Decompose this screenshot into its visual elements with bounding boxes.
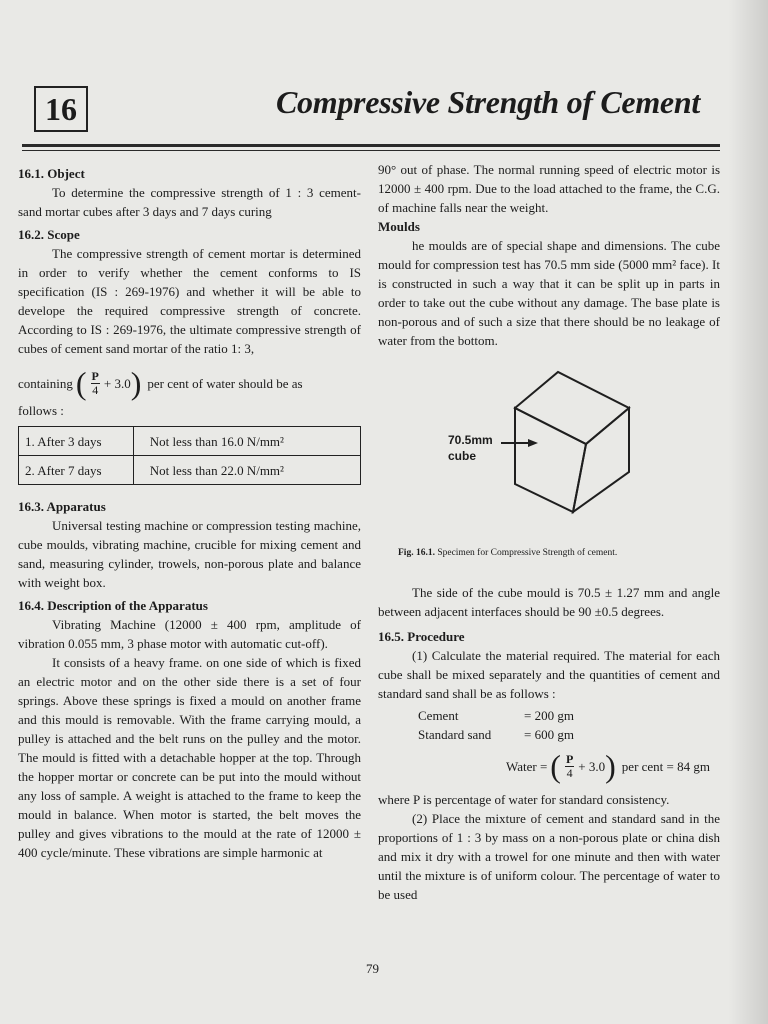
object-paragraph: To determine the compressive strength of 1 : 3 cement-sand mortar cubes after 3 days and 7 days curing bbox=[18, 185, 361, 219]
water-prefix: Water = bbox=[506, 758, 548, 774]
cube-drawing bbox=[378, 368, 720, 518]
page-shadow bbox=[728, 0, 768, 1024]
water-denominator: 4 bbox=[566, 765, 573, 780]
cube-label bbox=[448, 432, 493, 464]
formula-denominator: 4 bbox=[92, 382, 99, 397]
label-arrow-head bbox=[528, 439, 538, 447]
water-close-paren: ) bbox=[605, 748, 616, 784]
formula-open-paren: ( bbox=[75, 365, 87, 401]
section-heading-procedure: 16.5. Procedure bbox=[378, 629, 465, 644]
table-row bbox=[19, 456, 361, 485]
formula-close-paren: ) bbox=[130, 365, 142, 401]
table-row bbox=[19, 427, 361, 456]
cube-figure bbox=[378, 368, 720, 518]
chapter-number-box: 16 bbox=[34, 86, 88, 132]
figure-caption-text: Specimen for Compressive Strength of cement. bbox=[437, 548, 618, 558]
mix-material: Standard sand bbox=[418, 727, 492, 742]
formula-suffix: per cent of water should be as bbox=[147, 375, 303, 391]
page-number: 79 bbox=[366, 961, 379, 976]
subheading-moulds: Moulds bbox=[378, 219, 420, 234]
water-fraction bbox=[565, 753, 574, 780]
procedure-step-2: (2) Place the mixture of cement and standard sand in the proportions of 1 : 3 by mass on a non-porous plate or china dish and mix it dry with a trowel for one minute and then with water until the mixture is of uniform colour. The percentage of water to be used bbox=[378, 811, 720, 902]
continued-paragraph: 90° out of phase. The normal running speed of electric motor is 12000 ± 400 rpm. Due to the load attached to the frame, the C.G. of machine falls near the weight. bbox=[378, 162, 720, 215]
cube-label-size: 70.5mm bbox=[448, 433, 493, 447]
cube-side-face bbox=[573, 408, 629, 512]
mix-value: = 600 gm bbox=[524, 727, 574, 742]
section-heading-apparatus: 16.3. Apparatus bbox=[18, 499, 106, 514]
description-paragraph-2: It consists of a heavy frame. on one side of which is fixed an electric motor and on the other side there is a set of four springs. Above these springs is fixed a mould on another frame and this mould is removable. With the frame carrying mould, a pulley is attached and the belt runs on the pulley and the motor. The mould is fitted with a detachable hopper at the top. Through the hopper mortar or concrete can be put into the mould without any loss of sample. A weight is attached to the frame to keep the mould in balance. When motor is started, the belt moves the pulley and gives vibrations to the mould at the rate of 12000 ± 400 cycle/minute. These vibrations are simple harmonic at bbox=[18, 655, 361, 860]
formula-fraction bbox=[91, 370, 100, 397]
formula-plus-term: + 3.0 bbox=[103, 375, 131, 391]
cube-label-text: cube bbox=[448, 449, 477, 463]
figure-caption bbox=[398, 544, 720, 563]
mix-value: = 200 gm bbox=[524, 708, 574, 723]
mix-row bbox=[418, 725, 720, 744]
section-heading-scope: 16.2. Scope bbox=[18, 227, 80, 242]
apparatus-paragraph: Universal testing machine or compression testing machine, cube moulds, vibrating machine, crucible for mixing cement and sand, measuring cylinder, trowels, non-porous plate and balance with weight box. bbox=[18, 518, 361, 590]
follows-label: follows : bbox=[18, 403, 64, 418]
mix-quantities bbox=[418, 706, 720, 744]
formula-numerator: P bbox=[91, 368, 99, 383]
section-heading-object: 16.1. Object bbox=[18, 166, 85, 181]
title-rule-thick bbox=[22, 144, 720, 147]
water-content-formula bbox=[18, 365, 361, 401]
mix-row bbox=[418, 706, 720, 725]
section-heading-description: 16.4. Description of the Apparatus bbox=[18, 598, 208, 613]
chapter-title: Compressive Strength of Cement bbox=[276, 84, 700, 120]
moulds-paragraph: he moulds are of special shape and dimensions. The cube mould for compression test has 70.5 mm side (5000 mm² face). It is constructed in such a way that it can be split up in parts in order to take out the cube without any damage. The base plate is non-porous and of such a size that there should be no leakage of water from the bottom. bbox=[378, 238, 720, 348]
figure-caption-number: Fig. 16.1. bbox=[398, 548, 435, 558]
title-rule-thin bbox=[22, 150, 720, 151]
procedure-step-1: (1) Calculate the material required. The material for each cube shall be mixed separately and the quantities of cement and standard sand shall be as follows : bbox=[378, 648, 720, 701]
formula-prefix: containing bbox=[18, 375, 73, 391]
table-cell-age: 2. After 7 days bbox=[19, 456, 134, 485]
mix-material: Cement bbox=[418, 708, 459, 723]
right-column bbox=[378, 160, 720, 904]
where-paragraph: where P is percentage of water for standard consistency. bbox=[378, 792, 670, 807]
table-cell-age: 1. After 3 days bbox=[19, 427, 134, 456]
table-cell-value: Not less than 22.0 N/mm² bbox=[133, 456, 360, 485]
water-open-paren: ( bbox=[550, 748, 561, 784]
strength-requirements-table bbox=[18, 426, 361, 485]
water-suffix: per cent = 84 gm bbox=[621, 758, 710, 774]
scope-paragraph: The compressive strength of cement mortar is determined in order to verify whether the cement conforms to IS specification (IS : 269-1976) and whether it will be able to develope the required compressive strength of concrete. According to IS : 269-1976, the ultimate compressive strength of cubes of cement sand mortar of the ratio 1: 3, bbox=[18, 246, 361, 356]
left-column bbox=[18, 164, 361, 862]
water-formula bbox=[378, 748, 710, 784]
table-cell-value: Not less than 16.0 N/mm² bbox=[133, 427, 360, 456]
cube-side-paragraph: The side of the cube mould is 70.5 ± 1.27 mm and angle between adjacent interfaces should be 90 ±0.5 degrees. bbox=[378, 585, 720, 619]
cube-top-face bbox=[515, 372, 629, 444]
water-numerator: P bbox=[565, 751, 574, 766]
description-paragraph-1: Vibrating Machine (12000 ± 400 rpm, amplitude of vibration 0.055 mm, 3 phase motor with automatic cut-off). bbox=[18, 617, 361, 651]
water-plus-term: + 3.0 bbox=[578, 758, 606, 774]
